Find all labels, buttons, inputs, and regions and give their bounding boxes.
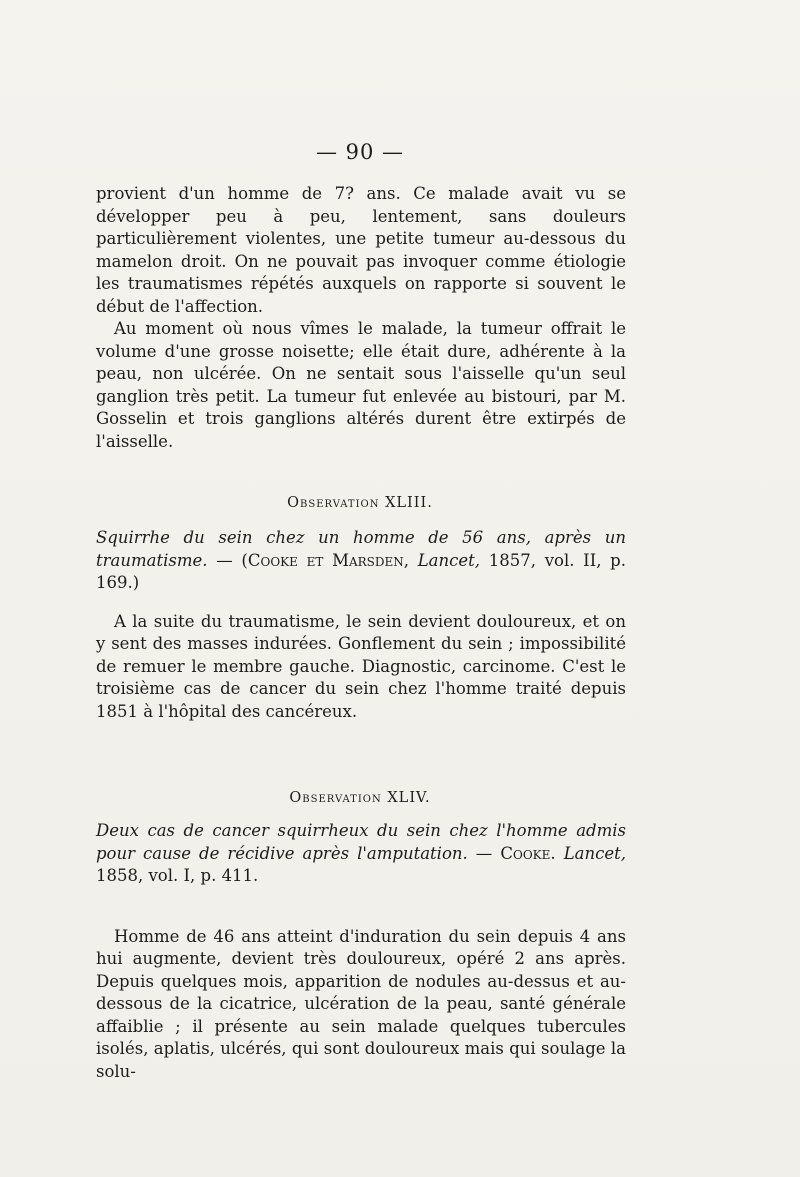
paragraph: Homme de 46 ans atteint d'induration du sein depuis 4 ans hui augmente, devient très douloureux, opéré 2 ans après. Depuis quelques mois, apparition de nodules au-dessus et au-dessous de la cicatrice, ulcération de la peau, santé générale affaiblie ; il présente au sein malade quelques tubercules isolés, aplatis, ulcérés, qui sont douloureux mais qui soulage la solu-: [96, 926, 626, 1081]
observation-43: [96, 527, 626, 723]
reference-authors: Cooke et Marsden,: [247, 550, 410, 570]
observation-title: [96, 527, 626, 595]
reference-author: Cooke.: [500, 843, 556, 863]
reference-details: 1858, vol. I, p. 411.: [96, 866, 259, 885]
observation-42-continued: [96, 183, 626, 453]
reference-journal: Lancet,: [409, 550, 481, 570]
reference-dash: — (: [207, 550, 248, 570]
observation-44: [96, 820, 626, 1083]
reference-dash: —: [467, 843, 501, 863]
observation-title-text: Squirrhe du sein chez un homme de 56 ans, après un traumatisme.: [96, 528, 626, 570]
paragraph: A la suite du traumatisme, le sein devient douloureux, et on y sent des masses indurées. Gonflement du sein ; impossibilité de remuer le membre gauche. Diagnostic, carcinome. C'est le troisième cas de cancer du sein chez l'homme traité depuis 1851 à l'hôpital des cancéreux.: [96, 611, 626, 721]
observation-title: [96, 820, 626, 888]
reference-journal: Lancet,: [563, 843, 626, 863]
page-number: — 90 —: [315, 140, 405, 164]
reference-details: 1857, vol. II, p. 169.): [96, 550, 626, 592]
paragraph: provient d'un homme de 7? ans. Ce malade avait vu se développer peu à peu, lentement, sans douleurs particulièrement violentes, une petite tumeur au-dessous du mamelon droit. On ne pouvait pas invoquer comme étiologie les traumatismes répétés auxquels on rapporte si souvent le début de l'affection.: [96, 184, 626, 316]
observation-heading: Observation XLIV.: [289, 790, 431, 806]
paragraph: Au moment où nous vîmes le malade, la tumeur offrait le volume d'une grosse noisette; elle était dure, adhérente à la peau, non ulcérée. On ne sentait sous l'aisselle qu'un seul ganglion très petit. La tumeur fut enlevée au bistouri, par M. Gosselin et trois ganglions altérés durent être extirpés de l'aisselle.: [96, 319, 626, 451]
observation-title-text: Deux cas de cancer squirrheux du sein chez l'homme admis pour cause de récidive après l'amputation.: [96, 821, 626, 863]
observation-heading: Observation XLIII.: [287, 495, 433, 511]
